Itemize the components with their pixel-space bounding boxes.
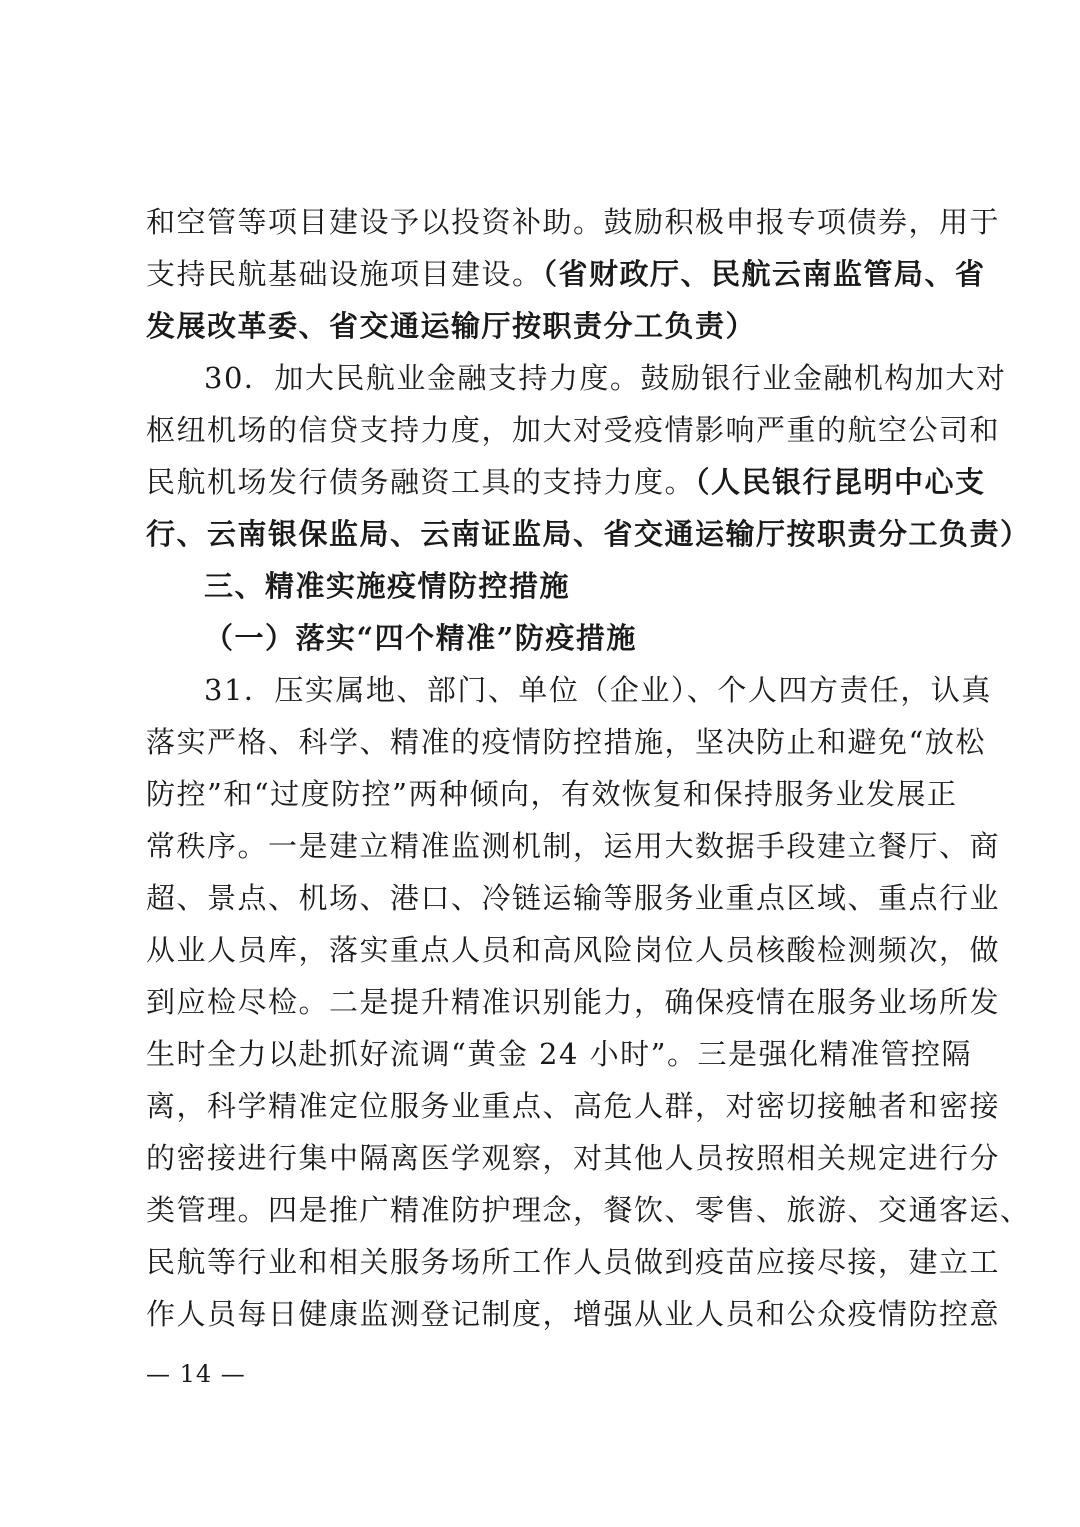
text-line: 的密接进行集中隔离医学观察，对其他人员按照相关规定进行分 [146, 1141, 1001, 1175]
responsible-departments: （省财政厅、民航云南监管局、省 [542, 257, 986, 291]
text-line: 31．压实属地、部门、单位（企业）、个人四方责任，认真 [204, 673, 992, 707]
text-line: 防控”和“过度防控”两种倾向，有效恢复和保持服务业发展正 [146, 777, 958, 811]
text-line: 从业人员库，落实重点人员和高风险岗位人员核酸检测频次，做 [146, 933, 1001, 967]
text-line-body: 支持民航基础设施项目建设。 [146, 257, 543, 291]
page-number: — 14 — [146, 1360, 246, 1388]
text-line: 枢纽机场的信贷支持力度，加大对受疫情影响严重的航空公司和 [146, 413, 1001, 447]
text-line: 常秩序。一是建立精准监测机制，运用大数据手段建立餐厅、商 [146, 829, 1001, 863]
text-line: 到应检尽检。二是提升精准识别能力，确保疫情在服务业场所发 [146, 985, 1001, 1019]
text-line [146, 248, 986, 300]
text-line [146, 300, 946, 352]
text-line: 超、景点、机场、港口、冷链运输等服务业重点区域、重点行业 [146, 881, 1001, 915]
section-heading: 三、精准实施疫情防控措施 [204, 569, 571, 603]
responsible-departments: （人民银行昆明中心支 [695, 465, 986, 499]
text-line: 和空管等项目建设予以投资补助。鼓励积极申报专项债券，用于 [146, 205, 1001, 239]
text-line-body: 民航机场发行债务融资工具的支持力度。 [146, 465, 696, 499]
text-line: 落实严格、科学、精准的疫情防控措施，坚决防止和避免“放松 [146, 725, 986, 759]
text-line: 离，科学精准定位服务业重点、高危人群，对密切接触者和密接 [146, 1089, 1001, 1123]
text-line: 类管理。四是推广精准防护理念，餐饮、零售、旅游、交通客运、 [146, 1193, 1031, 1227]
text-line [146, 508, 1031, 560]
text-line: 民航等行业和相关服务场所工作人员做到疫苗应接尽接，建立工 [146, 1245, 1001, 1279]
text-line [146, 456, 986, 508]
subsection-heading: （一）落实“四个精准”防疫措施 [204, 621, 637, 655]
text-line: 生时全力以赴抓好流调“黄金 24 小时”。三是强化精准管控隔 [146, 1037, 972, 1071]
responsible-departments: 行、云南银保监局、云南证监局、省交通运输厅按职责分工负责） [146, 517, 1031, 551]
text-line: 30．加大民航业金融支持力度。鼓励银行业金融机构加大对 [204, 361, 1007, 395]
responsible-departments: 发展改革委、省交通运输厅按职责分工负责） [146, 309, 757, 343]
body-text [146, 196, 1031, 1340]
text-line: 作人员每日健康监测登记制度，增强从业人员和公众疫情防控意 [146, 1297, 1001, 1331]
